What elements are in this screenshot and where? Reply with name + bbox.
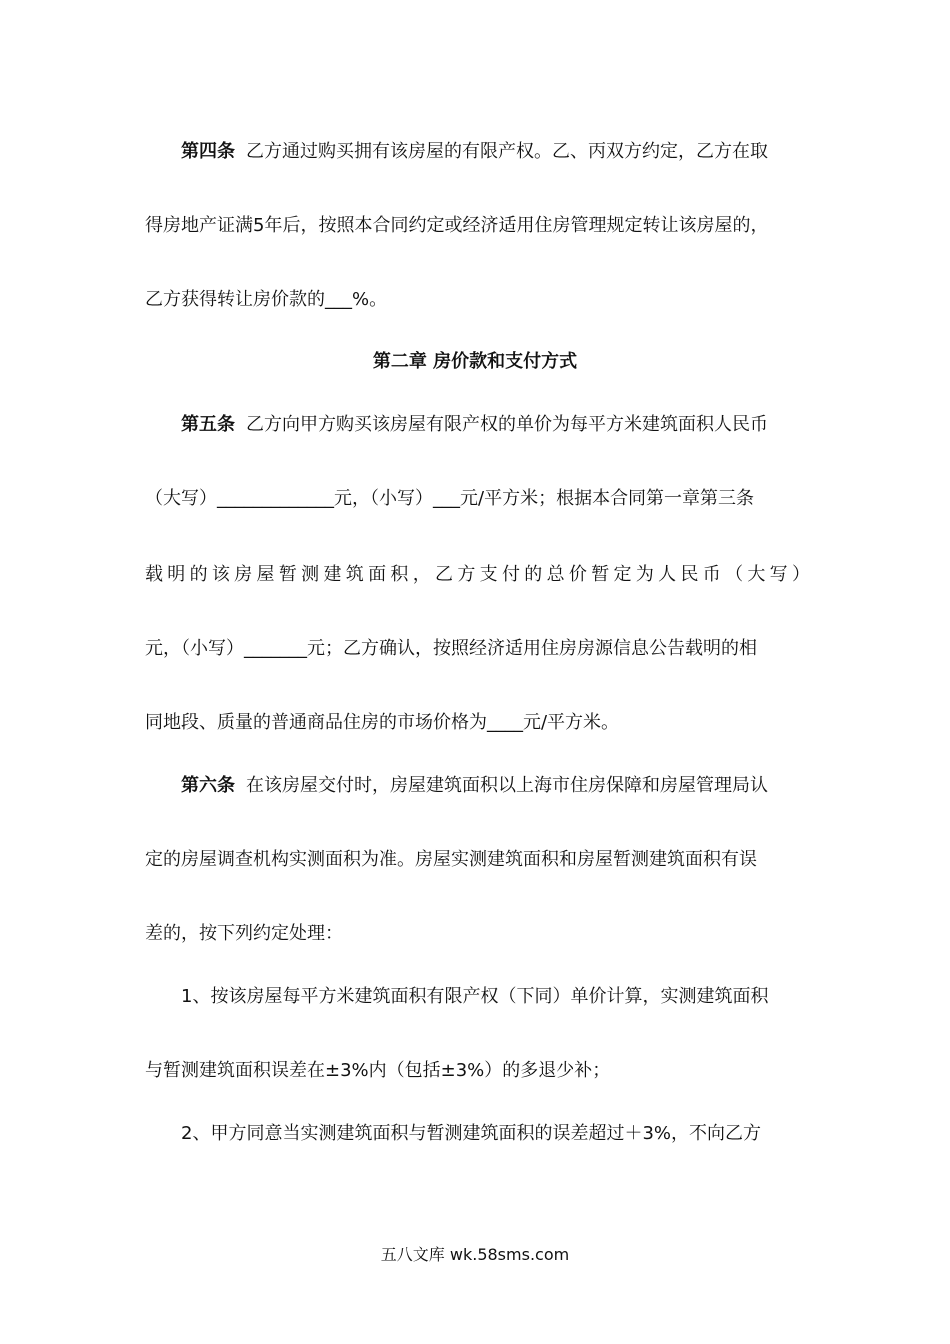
article4-line2: 得房地产证满5年后，按照本合同约定或经济适用住房管理规定转让该房屋的， [145,215,769,236]
article6-item1-line1: 1、按该房屋每平方米建筑面积有限产权（下同）单价计算，实测建筑面积 [181,986,769,1007]
article6-text: 在该房屋交付时，房屋建筑面积以上海市住房保障和房屋管理局认 [246,775,768,796]
chapter-title: 第二章 房价款和支付方式 [372,351,578,372]
article5-line1 [181,413,810,437]
footer-watermark: 五八文库 wk.58sms.com [380,1245,570,1264]
article6-line3: 差的，按下列约定处理： [145,923,343,944]
article5-line2: （大写）_____________元，（小写）___元/平方米；根据本合同第一章第三条 [145,488,755,509]
article6-line2: 定的房屋调查机构实测面积为准。房屋实测建筑面积和房屋暂测建筑面积有误 [145,849,757,870]
article6-line1 [181,774,810,798]
article4-line3: 乙方获得转让房价款的___%。 [145,289,388,310]
article5-line3: 载明的该房屋暂测建筑面积，乙方支付的总价暂定为人民币（大写） [145,564,810,585]
article5-line5: 同地段、质量的普通商品住房的市场价格为____元/平方米。 [145,712,620,733]
article6-item2-line1: 2、甲方同意当实测建筑面积与暂测建筑面积的误差超过＋3%，不向乙方 [181,1123,762,1144]
article5-line4: 元，（小写）_______元；乙方确认，按照经济适用住房房源信息公告载明的相 [145,638,757,659]
article5-text: 乙方向甲方购买该房屋有限产权的单价为每平方米建筑面积人民币 [246,414,768,435]
article6-item1-line2: 与暂测建筑面积误差在±3%内（包括±3%）的多退少补； [145,1060,611,1081]
article6-label: 第六条 [181,775,235,796]
article4-line1 [181,140,810,164]
article5-label: 第五条 [181,414,235,435]
article4-label: 第四条 [181,141,235,162]
article4-text: 乙方通过购买拥有该房屋的有限产权。乙、丙双方约定，乙方在取 [246,141,768,162]
